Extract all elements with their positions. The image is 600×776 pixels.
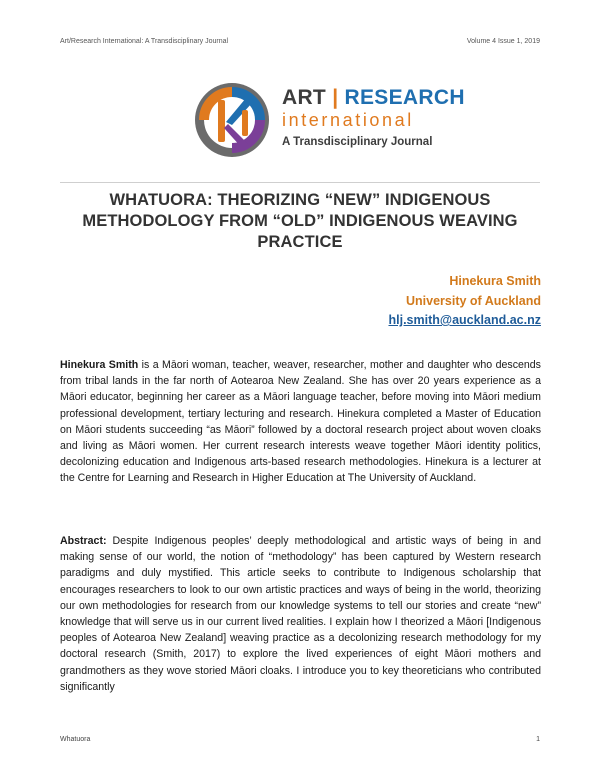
logo-separator: | [332,86,339,109]
page-number: 1 [536,736,540,743]
abstract-label: Abstract: [60,535,107,547]
footer-short-title: Whatuora [60,736,91,743]
bio-name: Hinekura Smith [60,359,139,371]
author-affiliation: University of Auckland [406,293,541,308]
logo-emblem-icon [190,80,274,160]
title-divider [60,182,540,183]
running-header [60,38,540,50]
logo-word-international: international [282,110,414,130]
article-title: WHATUORA: THEORIZING “NEW” INDIGENOUS METHODOLOGY FROM “OLD” INDIGENOUS WEAVING PRACTICE [82,191,518,251]
journal-logo [190,80,465,160]
logo-tagline: A Transdisciplinary Journal [282,136,433,148]
issue-info: Volume 4 Issue 1, 2019 [466,38,540,45]
abstract-text: Despite Indigenous peoples’ deeply methodological and artistic ways of being in and making sense of our world, the notion of “methodology” has been captured by Western research paradigms and duly mystified. This article seeks to contribute to Indigenous scholarship that encourages researchers to look to our own artistic practices and ways of being in the world, theorizing our own methodologies for research from our knowledge systems to tell our stories and create “new” knowledge that will serve us in our current lived realities. I explain how I theorized a Māori [Indigenous peoples of Aotearoa New Zealand] weaving practice as a decolonizing research methodology for my doctoral research (Smith, 2017) to explore the lived experiences of eight Māori mothers and grandmothers as they wove storied Māori cloaks. I introduce you to key theoreticians who contributed significantly [60,535,541,693]
logo-word-art: ART [282,86,327,109]
logo-wordmark [282,86,465,110]
journal-name: Art/Research International: A Transdisciplinary Journal [60,38,229,45]
author-bio [60,357,541,487]
logo-word-research: RESEARCH [344,86,465,109]
abstract [60,533,541,695]
author-block [388,272,541,331]
author-email-link[interactable]: hlj.smith@auckland.ac.nz [388,313,541,327]
page-footer [60,736,540,748]
bio-text: is a Māori woman, teacher, weaver, researcher, mother and daughter who descends from tribal lands in the far north of Aotearoa New Zealand. She has over 20 years experience as a Māori educator, beginning her career as a Māori language teacher, before moving into Māori medium professional development, tertiary lecturing and research. Hinekura completed a Master of Education on Māori students succeeding “as Māori” followed by a doctoral research project about woven cloaks and living as Māori women. Her current research interests weave together Māori identity politics, decolonizing education and Indigenous arts-based research methodologies. Hinekura is a lecturer at the Centre for Learning and Research in Higher Education at The University of Auckland. [60,359,541,485]
author-name: Hinekura Smith [449,274,541,288]
